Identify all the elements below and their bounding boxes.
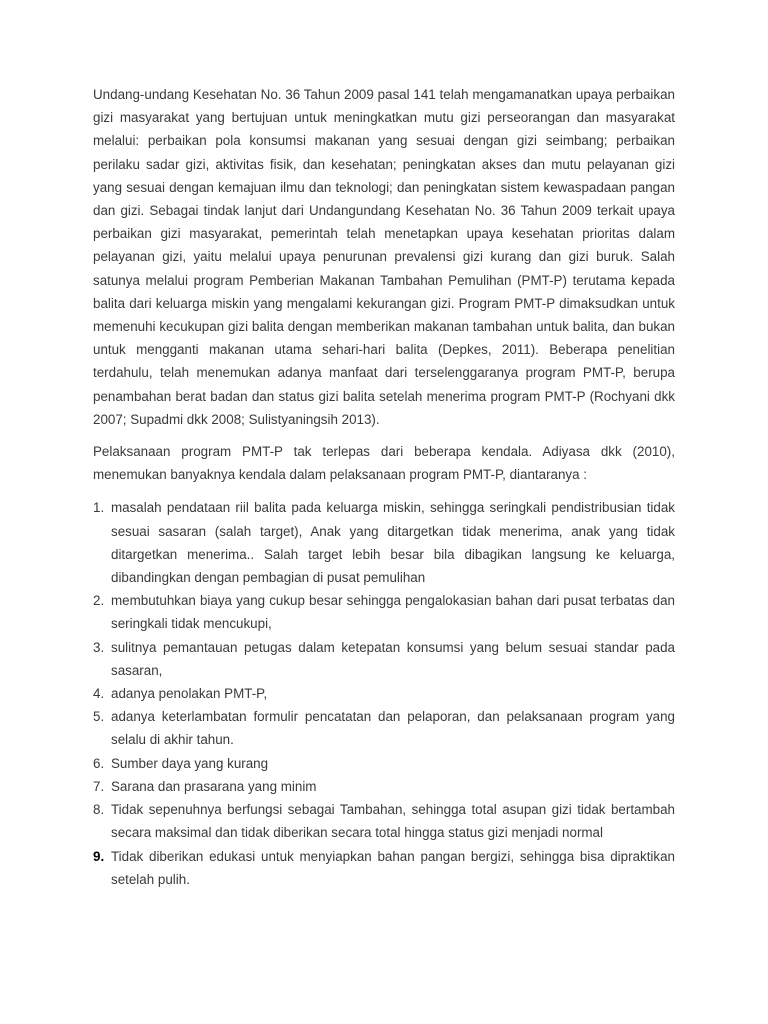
list-item bbox=[93, 705, 675, 751]
list-item bbox=[93, 636, 675, 682]
list-item bbox=[93, 496, 675, 589]
list-number: 8. bbox=[93, 802, 105, 818]
list-item bbox=[93, 589, 675, 635]
list-number: 7. bbox=[93, 778, 105, 794]
list-number: 9. bbox=[93, 848, 105, 864]
list-text: Tidak sepenuhnya berfungsi sebagai Tambahan, sehingga total asupan gizi tidak bertambah secara maksimal dan tidak diberikan secara total hingga status gizi menjadi normal bbox=[111, 802, 675, 841]
list-text: membutuhkan biaya yang cukup besar sehingga pengalokasian bahan dari pusat terbatas dan seringkali tidak mencukupi, bbox=[111, 593, 675, 632]
list-number: 6. bbox=[93, 755, 105, 771]
document-page bbox=[93, 83, 675, 891]
paragraph-kendala: Pelaksanaan program PMT-P tak terlepas dari beberapa kendala. Adiyasa dkk (2010), menemukan banyaknya kendala dalam pelaksanaan program PMT-P, diantaranya : bbox=[93, 444, 675, 483]
list-text: Sumber daya yang kurang bbox=[111, 755, 269, 771]
list-text: sulitnya pemantauan petugas dalam ketepatan konsumsi yang belum sesuai standar pada sasaran, bbox=[111, 639, 675, 678]
list-item bbox=[93, 752, 675, 775]
list-text: Tidak diberikan edukasi untuk menyiapkan bahan pangan bergizi, sehingga bisa dipraktikan setelah pulih. bbox=[111, 848, 675, 887]
list-number: 5. bbox=[93, 709, 105, 725]
list-item bbox=[93, 798, 675, 844]
list-text: adanya penolakan PMT-P, bbox=[111, 686, 268, 702]
paragraph-intro: Undang-undang Kesehatan No. 36 Tahun 2009 pasal 141 telah mengamanatkan upaya perbaikan gizi masyarakat yang bertujuan untuk meningkatkan mutu gizi perseorangan dan masyarakat melalui: perbaikan pola konsumsi makanan yang sesuai dengan gizi seimbang; perbaikan perilaku sadar gizi, aktivitas fisik, dan kesehatan; peningkatan akses dan mutu pelayanan gizi yang sesuai dengan kemajuan ilmu dan teknologi; dan peningkatan sistem kewaspadaan pangan dan gizi. Sebagai tindak lanjut dari Undangundang Kesehatan No. 36 Tahun 2009 terkait upaya perbaikan gizi masyarakat, pemerintah telah menetapkan upaya kesehatan prioritas dalam pelayanan gizi, yaitu melalui upaya penurunan prevalensi gizi kurang dan gizi buruk. Salah satunya melalui program Pemberian Makanan Tambahan Pemulihan (PMT-P) terutama kepada balita dari keluarga miskin yang mengalami kekurangan gizi. Program PMT-P dimaksudkan untuk memenuhi kecukupan gizi balita dengan memberikan makanan tambahan untuk balita, dan bukan untuk mengganti makanan utama sehari-hari balita (Depkes, 2011). Beberapa penelitian terdahulu, telah menemukan adanya manfaat dari terselenggaranya program PMT-P, berupa penambahan berat badan dan status gizi balita setelah menerima program PMT-P (Rochyani dkk 2007; Supadmi dkk 2008; Sulistyaningsih 2013). bbox=[93, 87, 675, 427]
list-text: Sarana dan prasarana yang minim bbox=[111, 778, 317, 794]
list-number: 1. bbox=[93, 500, 105, 516]
list-item bbox=[93, 775, 675, 798]
list-number: 2. bbox=[93, 593, 105, 609]
list-text: masalah pendataan riil balita pada keluarga miskin, sehingga seringkali pendistribusian tidak sesuai sasaran (salah target), Anak yang ditargetkan tidak menerima, anak yang tidak ditargetkan menerima.. Salah target lebih besar bila dibagikan langsung ke keluarga, dibandingkan dengan pembagian di pusat pemulihan bbox=[111, 500, 675, 586]
kendala-list bbox=[93, 496, 675, 890]
list-text: adanya keterlambatan formulir pencatatan dan pelaporan, dan pelaksanaan program yang selalu di akhir tahun. bbox=[111, 709, 675, 748]
list-number: 4. bbox=[93, 686, 105, 702]
list-item bbox=[93, 682, 675, 705]
list-item bbox=[93, 845, 675, 891]
list-number: 3. bbox=[93, 639, 105, 655]
